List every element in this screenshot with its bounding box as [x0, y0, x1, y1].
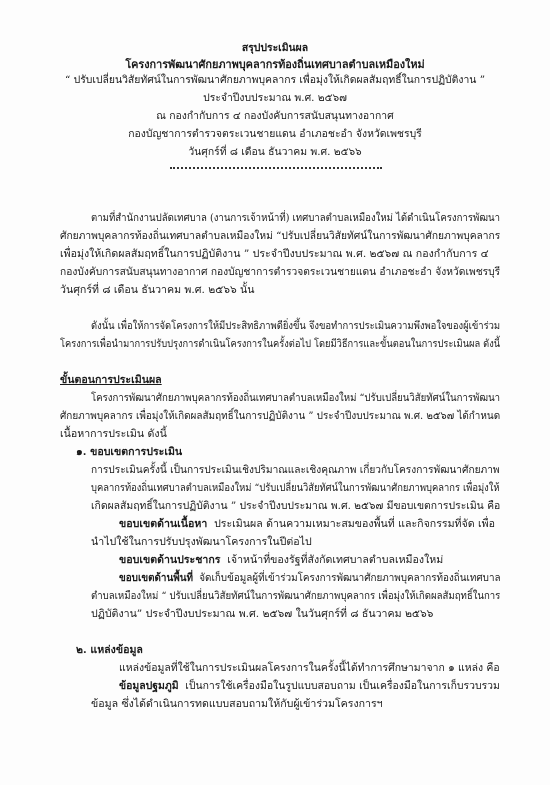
venue-line-1: ณ กองกำกับการ ๔ กองบังคับการสนับสนุนทางอากาศ: [156, 110, 394, 122]
primary-data-text: เป็นการใช้เครื่องมือในรูปแบบสอบถาม เป็นเครื่องมือในการเก็บรวบรวม: [185, 680, 500, 692]
intro-line: ศักยภาพบุคลากรท้องถิ่นเทศบาลตำบลเหมืองใหม่ “ปรับเปลี่ยนวิสัยทัศน์ในการพัฒนาศักยภาพบุคลากร: [60, 230, 501, 242]
project-title: โครงการพัฒนาศักยภาพบุคลากรท้องถิ่นเทศบาลตำบลเหมืองใหม่: [125, 58, 425, 71]
summary-heading: สรุปประเมินผล: [241, 42, 309, 54]
scope-line: บุคลากรท้องถิ่นเทศบาลตำบลเหมืองใหม่ “ปรับเปลี่ยนวิสัยทัศน์ในการพัฒนาศักยภาพบุคลากร เพื่อมุ่งให้: [91, 482, 500, 494]
content-scope-line-2: นำไปใช้ในการปรับปรุงพัฒนาโครงการในปีต่อไป: [91, 536, 312, 548]
steps-heading: ขั้นตอนการประเมินผล: [60, 374, 162, 386]
area-scope: [119, 571, 501, 586]
area-scope-text: จัดเก็บข้อมูลผู้ที่เข้าร่วมโครงการพัฒนาศักยภาพบุคลากรท้องถิ่นเทศบาล: [199, 572, 501, 584]
intro-line: เพื่อมุ่งให้เกิดผลสัมฤทธิ์ในการปฏิบัติงาน ” ประจำปีงบประมาณ พ.ศ. ๒๕๖๗ ณ กองกำกับการ ๔: [60, 248, 489, 260]
sources-heading: ๒. แหล่งข้อมูล: [76, 644, 143, 656]
scope-heading: ๑. ขอบเขตการประเมิน: [76, 446, 183, 458]
population-scope: [119, 553, 443, 568]
content-scope-label: ขอบเขตด้านเนื้อหา: [119, 518, 208, 530]
scope-line: การประเมินครั้งนี้ เป็นการประเมินเชิงปริมาณและเชิงคุณภาพ เกี่ยวกับโครงการพัฒนาศักยภาพ: [91, 464, 500, 476]
steps-line: ศักยภาพบุคลากร เพื่อมุ่งให้เกิดผลสัมฤทธิ์ในการปฏิบัติงาน ” ประจำปีงบประมาณ พ.ศ. ๒๕๖๗ ได้กำหนด: [60, 410, 501, 422]
primary-data: [119, 679, 500, 694]
area-scope-line: ตำบลเหมืองใหม่ “ ปรับเปลี่ยนวิสัยทัศน์ในการพัฒนาศักยภาพบุคลากร เพื่อมุ่งให้เกิดผลสัมฤทธิ์ในการ: [91, 590, 501, 602]
content-scope-text: ประเมินผล ด้านความเหมาะสมของพื้นที่ และกิจกรรมที่จัด เพื่อ: [214, 518, 495, 530]
population-scope-label: ขอบเขตด้านประชากร: [119, 554, 221, 566]
scope-line: เกิดผลสัมฤทธิ์ในการปฏิบัติงาน ” ประจำปีงบประมาณ พ.ศ. ๒๕๖๗ มีขอบเขตการประเมิน คือ: [91, 500, 501, 512]
venue-line-2: กองบัญชาการตำรวจตระเวนชายแดน อำเภอชะอำ จังหวัดเพชรบุรี: [128, 128, 422, 140]
dotted-divider: [170, 167, 382, 169]
purpose-line: ดังนั้น เพื่อให้การจัดโครงการให้มีประสิทธิภาพดียิ่งขึ้น จึงขอทำการประเมินความพึงพอใจของผู้เข้าร่วม: [91, 320, 501, 332]
population-scope-text: เจ้าหน้าที่ของรัฐที่สังกัดเทศบาลตำบลเหมืองใหม่: [227, 554, 444, 566]
steps-line: เนื้อหาการประเมิน ดังนี้: [60, 428, 167, 440]
content-scope: [119, 517, 495, 532]
purpose-line: โครงการเพื่อนำมาการปรับปรุงการดำเนินโครงการในครั้งต่อไป โดยมีวิธีการและขั้นตอนในการประเมินผล ดังนี้: [60, 338, 501, 350]
fiscal-year: ประจำปีงบประมาณ พ.ศ. ๒๕๖๗: [203, 92, 347, 104]
intro-line: กองบังคับการสนับสนุนทางอากาศ กองบัญชาการตำรวจตระเวนชายแดน อำเภอชะอำ จังหวัดเพชรบุรี: [60, 266, 501, 278]
area-scope-line: ปฏิบัติงาน” ประจำปีงบประมาณ พ.ศ. ๒๕๖๗ ในวันศุกร์ที่ ๘ ธันวาคม ๒๕๖๖: [91, 608, 434, 620]
steps-line: โครงการพัฒนาศักยภาพบุคลากรท้องถิ่นเทศบาลตำบลเหมืองใหม่ “ปรับเปลี่ยนวิสัยทัศน์ในการพัฒนา: [91, 392, 501, 404]
project-theme: “ ปรับเปลี่ยนวิสัยทัศน์ในการพัฒนาศักยภาพบุคลากร เพื่อมุ่งให้เกิดผลสัมฤทธิ์ในการปฏิบัติงาน ”: [64, 74, 486, 86]
area-scope-label: ขอบเขตด้านพื้นที่: [119, 572, 193, 584]
event-date: วันศุกร์ที่ ๘ เดือน ธันวาคม พ.ศ. ๒๕๖๖: [188, 146, 362, 158]
primary-data-label: ข้อมูลปฐมภูมิ: [119, 680, 179, 692]
intro-line: ตามที่สำนักงานปลัดเทศบาล (งานการเจ้าหน้าที่) เทศบาลตำบลเหมืองใหม่ ได้ดำเนินโครงการพัฒนา: [91, 212, 500, 224]
intro-line: วันศุกร์ที่ ๘ เดือน ธันวาคม พ.ศ. ๒๕๖๖ นั้น: [60, 284, 255, 296]
sources-line: แหล่งข้อมูลที่ใช้ในการประเมินผลโครงการในครั้งนี้ได้ทำการศึกษามาจาก ๑ แหล่ง คือ: [119, 662, 500, 674]
primary-data-line-2: ข้อมูล ซึ่งได้ดำเนินการทดแบบสอบถามให้กับผู้เข้าร่วมโครงการฯ: [91, 698, 383, 710]
